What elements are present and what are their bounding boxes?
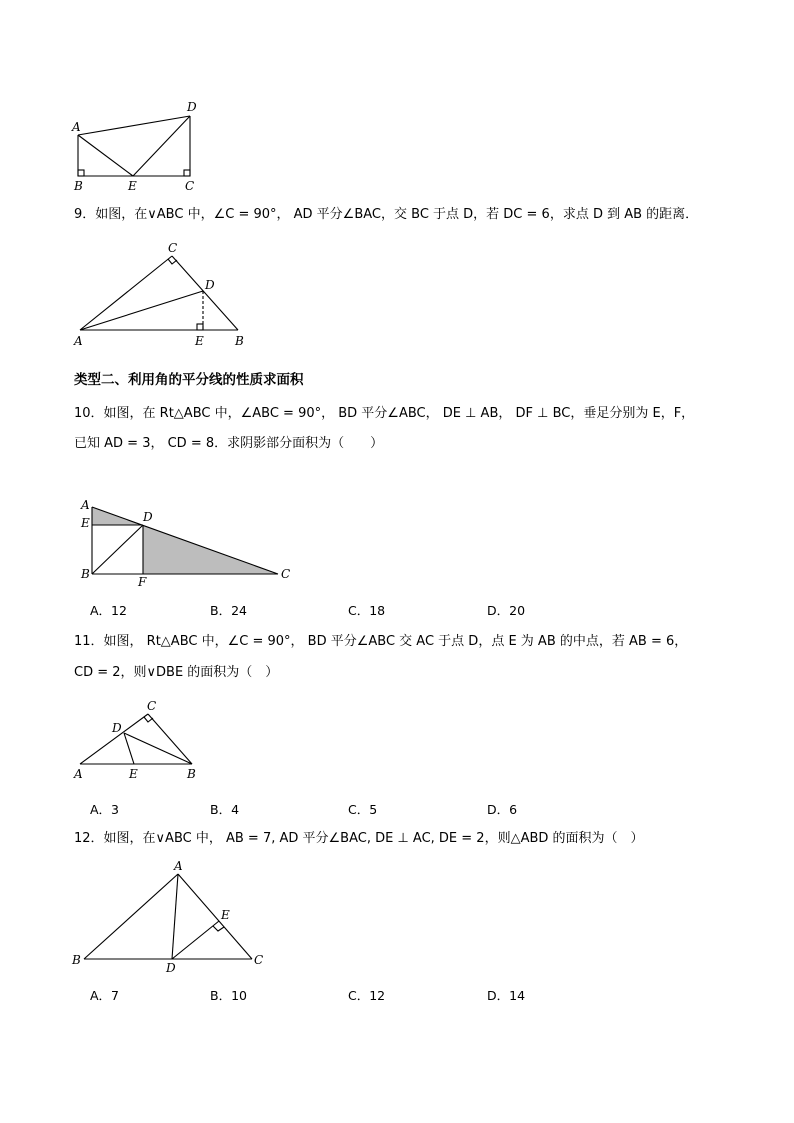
- q11-option-a[interactable]: A．3: [90, 802, 120, 817]
- q12-label-b: B: [72, 953, 81, 967]
- q12-option-d[interactable]: D．14: [487, 988, 526, 1003]
- q9-label-b: B: [235, 334, 244, 348]
- fig-label-d: D: [187, 100, 197, 114]
- q9-label-d: D: [205, 278, 215, 292]
- q11-label-c: C: [147, 699, 157, 713]
- q10-label-a: A: [81, 498, 90, 512]
- question-10-line2: 已知 AD = 3， CD = 8．求阴影部分面积为（ ）: [74, 436, 384, 451]
- q11-label-b: B: [187, 767, 196, 781]
- q11-option-d[interactable]: D．6: [487, 802, 518, 817]
- q9-label-a: A: [74, 334, 83, 348]
- q10-label-d: D: [143, 510, 153, 524]
- q12-label-a: A: [174, 859, 183, 873]
- section-title: 类型二、利用角的平分线的性质求面积: [74, 372, 304, 388]
- q10-label-e: E: [81, 516, 90, 530]
- q11-option-c[interactable]: C．5: [348, 802, 378, 817]
- q9-label-e: E: [195, 334, 204, 348]
- question-11-line1: 11．如图， Rt△ABC 中，∠C = 90°， BD 平分∠ABC 交 AC 于点 D，点 E 为 AB 的中点，若 AB = 6，: [74, 634, 688, 649]
- q11-option-b[interactable]: B．4: [210, 802, 240, 817]
- q12-option-c[interactable]: C．12: [348, 988, 386, 1003]
- q12-label-d: D: [166, 961, 176, 975]
- q9-label-c: C: [168, 241, 178, 255]
- question-10-line1: 10．如图，在 Rt△ABC 中，∠ABC = 90°， BD 平分∠ABC， DE ⊥ AB， DF ⊥ BC，垂足分别为 E，F，: [74, 406, 695, 421]
- fig-label-a: A: [72, 120, 81, 134]
- fig-label-b: B: [74, 179, 83, 193]
- q12-label-e: E: [221, 908, 230, 922]
- q12-label-c: C: [254, 953, 264, 967]
- q12-option-a[interactable]: A．7: [90, 988, 120, 1003]
- question-12-text: 12．如图，在∨ABC 中， AB = 7, AD 平分∠BAC, DE ⊥ AC, DE = 2，则△ABD 的面积为（ ）: [74, 831, 644, 846]
- fig-label-e: E: [128, 179, 137, 193]
- question-9-text: 9．如图，在∨ABC 中，∠C = 90°， AD 平分∠BAC，交 BC 于点 D，若 DC = 6，求点 D 到 AB 的距离．: [74, 207, 699, 222]
- question-11-line2: CD = 2，则∨DBE 的面积为（ ）: [74, 665, 279, 680]
- q10-label-b: B: [81, 567, 90, 581]
- q11-label-d: D: [112, 721, 122, 735]
- q10-option-d[interactable]: D．20: [487, 603, 526, 618]
- q10-option-c[interactable]: C．18: [348, 603, 386, 618]
- q10-option-a[interactable]: A．12: [90, 603, 127, 618]
- q12-option-b[interactable]: B．10: [210, 988, 247, 1003]
- q10-label-c: C: [281, 567, 291, 581]
- q11-label-a: A: [74, 767, 83, 781]
- q10-label-f: F: [138, 575, 147, 589]
- q10-option-b[interactable]: B．24: [210, 603, 247, 618]
- fig-label-c: C: [185, 179, 195, 193]
- q11-label-e: E: [129, 767, 138, 781]
